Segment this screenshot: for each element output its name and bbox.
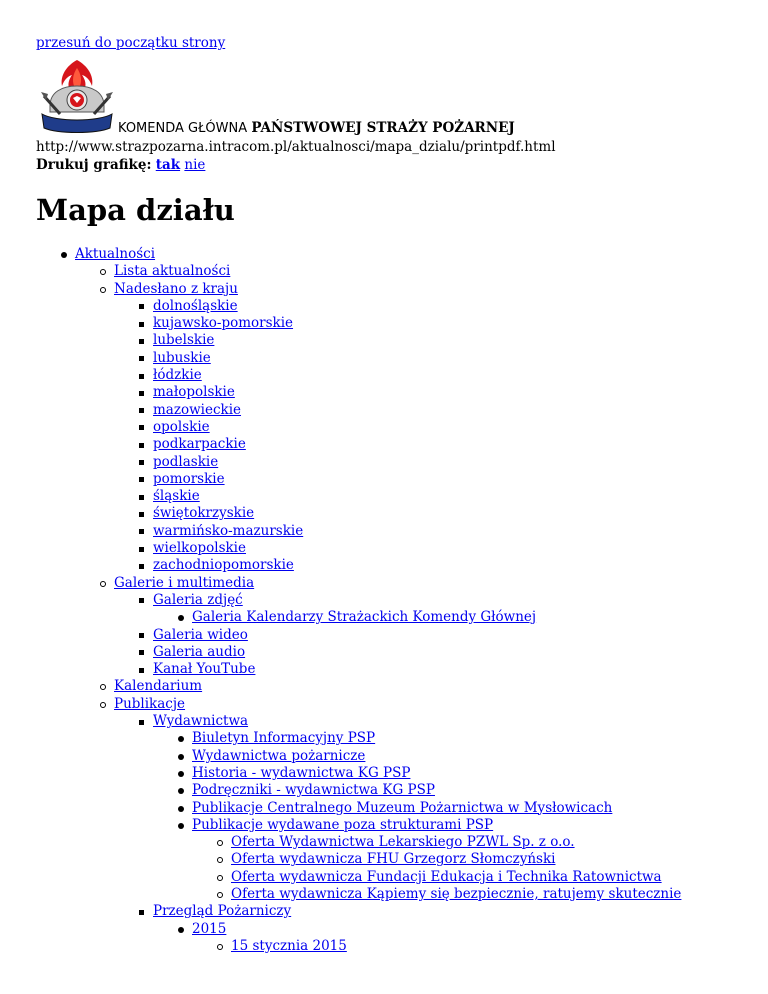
- bullet-icon: [217, 857, 223, 863]
- header: [36, 56, 768, 138]
- bullet-icon: [100, 684, 106, 690]
- bullet-icon: [139, 425, 144, 430]
- bullet-icon: [139, 512, 144, 517]
- sitemap-item: [114, 696, 768, 955]
- sitemap-link-issue-date[interactable]: 15 stycznia 2015: [231, 937, 347, 954]
- sitemap-link-region[interactable]: kujawsko-pomorskie: [153, 315, 294, 332]
- sitemap-item: [114, 281, 768, 575]
- sitemap-link-region[interactable]: lubuskie: [153, 349, 211, 366]
- sitemap-link-galeria-kalendarzy[interactable]: Galeria Kalendarzy Strażackich Komendy Głównej: [192, 609, 537, 626]
- bullet-icon: [139, 304, 144, 309]
- sitemap-link-aktualnosci[interactable]: Aktualności: [75, 246, 156, 262]
- sitemap-link-wydawnictwa[interactable]: Wydawnictwa: [153, 713, 249, 730]
- bullet-icon: [100, 581, 106, 587]
- bullet-icon: [139, 443, 144, 448]
- print-graphics-toggle: [36, 156, 768, 174]
- sitemap-link-wydawnictwa-item[interactable]: Podręczniki - wydawnictwa KG PSP: [192, 782, 435, 799]
- sitemap-link-region[interactable]: pomorskie: [153, 470, 225, 487]
- sitemap-link-wydawnictwa-item[interactable]: Publikacje wydawane poza strukturami PSP: [192, 816, 494, 833]
- sitemap-link-region[interactable]: warmińsko-mazurskie: [153, 522, 304, 539]
- sitemap-link-region[interactable]: małopolskie: [153, 384, 235, 401]
- bullet-icon: [139, 495, 144, 500]
- bullet-icon: [139, 668, 144, 673]
- sitemap-link-wydawnictwa-item[interactable]: Publikacje Centralnego Muzeum Pożarnictwa w Mysłowicach: [192, 799, 613, 816]
- sitemap-link-region[interactable]: wielkopolskie: [153, 540, 246, 557]
- sitemap-link-year[interactable]: 2015: [192, 920, 227, 937]
- bullet-icon: [178, 754, 184, 760]
- bullet-icon: [139, 910, 144, 915]
- bullet-icon: [217, 875, 223, 881]
- sitemap-tree: [36, 246, 768, 955]
- sitemap-link-region[interactable]: mazowieckie: [153, 401, 242, 418]
- sitemap-link-lista[interactable]: Lista aktualności: [114, 263, 231, 280]
- bullet-icon: [61, 252, 67, 258]
- bullet-icon: [139, 633, 144, 638]
- sitemap-link-region[interactable]: podlaskie: [153, 453, 219, 470]
- bullet-icon: [139, 529, 144, 534]
- bullet-icon: [139, 391, 144, 396]
- bullet-icon: [217, 840, 223, 846]
- sitemap-link-region[interactable]: śląskie: [153, 488, 200, 505]
- bullet-icon: [139, 720, 144, 725]
- sitemap-link-galeria-audio[interactable]: Galeria audio: [153, 643, 246, 660]
- sitemap-link-kalendarium[interactable]: Kalendarium: [114, 678, 203, 695]
- print-graphics-label: Drukuj grafikę:: [36, 157, 152, 173]
- psp-emblem-icon: [36, 56, 118, 138]
- sitemap-link-galerie[interactable]: Galerie i multimedia: [114, 574, 255, 591]
- sitemap-link-galeria-wideo[interactable]: Galeria wideo: [153, 626, 248, 643]
- organization-name: [118, 119, 515, 138]
- print-graphics-no-link[interactable]: nie: [184, 157, 206, 173]
- sitemap-link-region[interactable]: podkarpackie: [153, 436, 246, 453]
- sitemap-item: [114, 678, 768, 695]
- sitemap-link-wydawnictwa-item[interactable]: Wydawnictwa pożarnicze: [192, 747, 366, 764]
- bullet-icon: [139, 477, 144, 482]
- sitemap-link-wydawnictwa-item[interactable]: Biuletyn Informacyjny PSP: [192, 730, 376, 747]
- bullet-icon: [139, 564, 144, 569]
- sitemap-link-region[interactable]: łódzkie: [153, 367, 202, 384]
- sitemap-link-nadeslano[interactable]: Nadesłano z kraju: [114, 280, 238, 297]
- bullet-icon: [100, 287, 106, 293]
- sitemap-link-oferta[interactable]: Oferta wydawnicza FHU Grzegorz Słomczyński: [231, 851, 556, 868]
- bullet-icon: [178, 615, 184, 621]
- sitemap-item: [114, 575, 768, 679]
- bullet-icon: [139, 374, 144, 379]
- sitemap-link-region[interactable]: opolskie: [153, 418, 210, 435]
- sitemap-link-region[interactable]: lubelskie: [153, 332, 215, 349]
- bullet-icon: [139, 460, 144, 465]
- org-prefix: KOMENDA GŁÓWNA: [118, 121, 248, 136]
- bullet-icon: [139, 408, 144, 413]
- sitemap-link-oferta[interactable]: Oferta wydawnicza Fundacji Edukacja i Technika Ratownictwa: [231, 868, 662, 885]
- sitemap-link-publikacje[interactable]: Publikacje: [114, 695, 186, 712]
- sitemap-link-region[interactable]: zachodniopomorskie: [153, 557, 294, 574]
- bullet-icon: [178, 771, 184, 777]
- skip-to-top-link[interactable]: przesuń do początku strony: [36, 35, 226, 51]
- bullet-icon: [178, 806, 184, 812]
- page-url: http://www.strazpozarna.intracom.pl/aktualnosci/mapa_dzialu/printpdf.html: [36, 139, 556, 155]
- sitemap-link-region[interactable]: dolnośląskie: [153, 297, 238, 314]
- bullet-icon: [139, 547, 144, 552]
- bullet-icon: [139, 339, 144, 344]
- sitemap-link-oferta[interactable]: Oferta wydawnicza Kąpiemy się bezpiecznie, ratujemy skutecznie: [231, 885, 682, 902]
- bullet-icon: [139, 356, 144, 361]
- bullet-icon: [178, 788, 184, 794]
- bullet-icon: [139, 650, 144, 655]
- bullet-icon: [100, 269, 106, 275]
- bullet-icon: [178, 927, 184, 933]
- sitemap-link-oferta[interactable]: Oferta Wydawnictwa Lekarskiego PZWL Sp. z o.o.: [231, 834, 575, 851]
- sitemap-link-region[interactable]: świętokrzyskie: [153, 505, 255, 522]
- bullet-icon: [139, 322, 144, 327]
- org-bold: PAŃSTWOWEJ STRAŻY POŻARNEJ: [251, 120, 515, 136]
- print-graphics-yes-link[interactable]: tak: [155, 157, 181, 173]
- bullet-icon: [217, 944, 223, 950]
- bullet-icon: [178, 823, 184, 829]
- bullet-icon: [217, 892, 223, 898]
- sitemap-link-galeria-zdjec[interactable]: Galeria zdjęć: [153, 591, 243, 608]
- bullet-icon: [178, 736, 184, 742]
- sitemap-item: [114, 263, 768, 280]
- sitemap-link-przeglad[interactable]: Przegląd Pożarniczy: [153, 903, 292, 920]
- bullet-icon: [139, 598, 144, 603]
- bullet-icon: [100, 702, 106, 708]
- page-title: Mapa działu: [36, 193, 235, 227]
- sitemap-link-kanal-youtube[interactable]: Kanał YouTube: [153, 661, 256, 678]
- sitemap-link-wydawnictwa-item[interactable]: Historia - wydawnictwa KG PSP: [192, 764, 411, 781]
- sitemap-item: [75, 246, 768, 955]
